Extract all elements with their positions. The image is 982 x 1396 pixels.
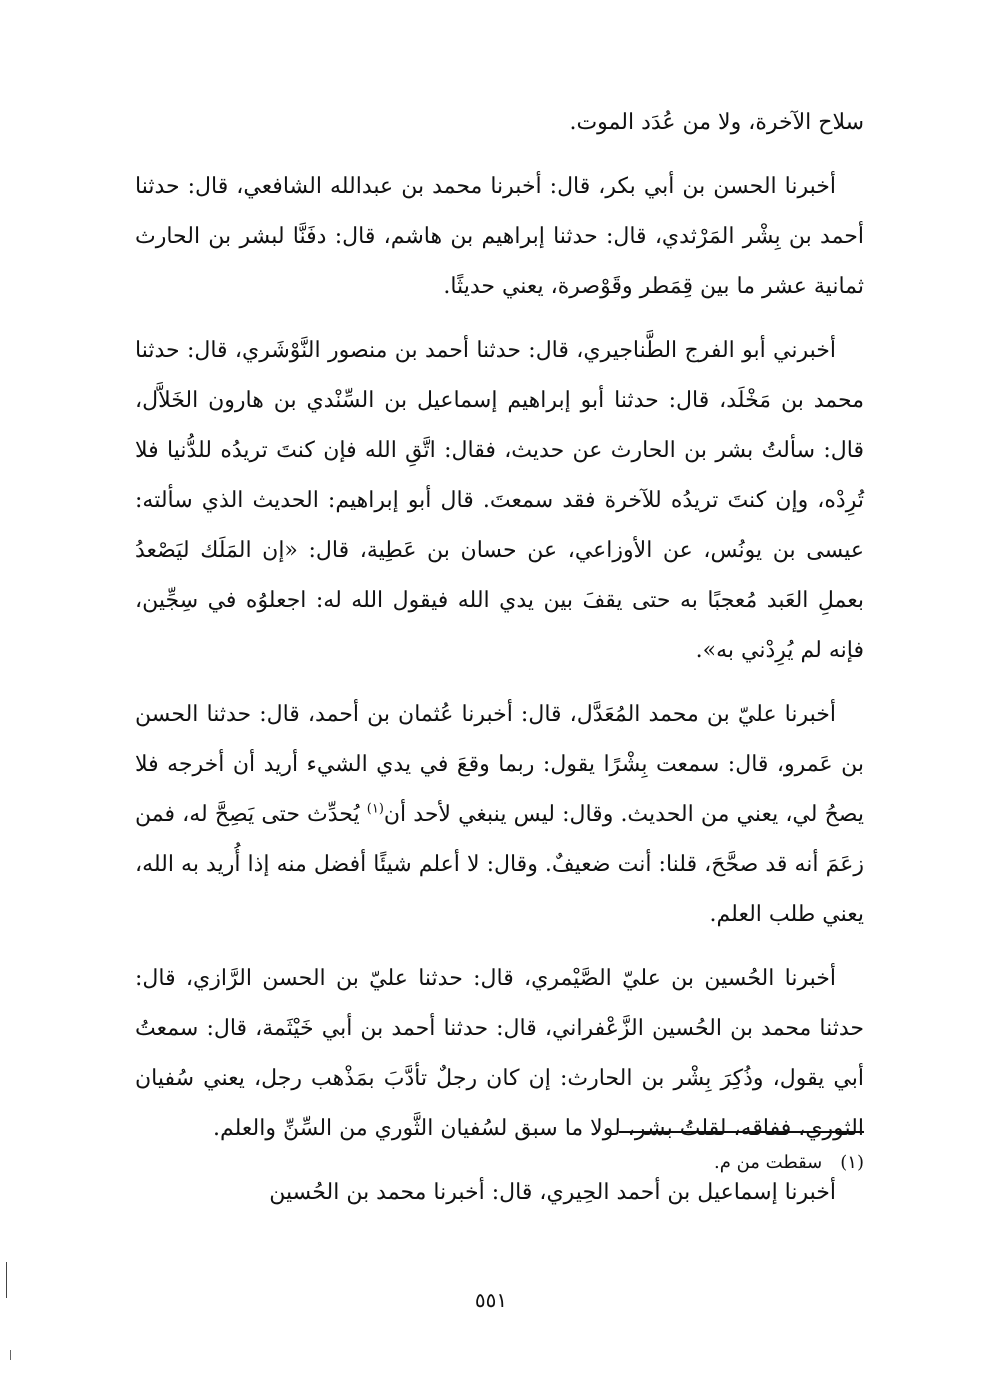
footnote-number: (١) xyxy=(840,1152,864,1173)
paragraph-3-part-a: أخبرنا عليّ بن محمد المُعَدَّل، قال: أخبرنا عُثمان بن أحمد، قال: حدثنا الحسن بن عَمرو، قال: سمعت بِشْرًا يقول: ربما وقعَ في يدي الشيء أريد أن أخرجه فلا يصحُ لي، يعني من الحديث. وقال: ليس ينبغي لأحد أن xyxy=(135,702,864,827)
scan-edge-mark xyxy=(10,1350,11,1360)
paragraph-5: أخبرنا إسماعيل بن أحمد الحِيري، قال: أخبرنا محمد بن الحُسين xyxy=(269,1180,836,1205)
footnote-text: سقطت من م. xyxy=(713,1152,823,1173)
paragraph-4: أخبرنا الحُسين بن عليّ الصَّيْمري، قال: حدثنا عليّ بن الحسن الرَّازي، قال: حدثنا محمد بن الحُسين الزَّعْفراني، قال: حدثنا أحمد بن أبي خَيْثَمة، قال: سمعتُ أبي يقول، وذُكِرَ بِشْر بن الحارث: إن كان رجلٌ تأدَّبَ بمَذْهب رجل، يعني سُفيان الثوري، ففاقه، لقلتُ بشر، لولا ما سبق لسُفيان الثَّوري من السِّنِّ والعلم. xyxy=(135,966,864,1141)
paragraph-2: أخبرني أبو الفرج الطَّناجيري، قال: حدثنا أحمد بن منصور النَّوْشَري، قال: حدثنا محمد بن مَخْلَد، قال: حدثنا أبو إبراهيم إسماعيل بن السِّنْدي بن هارون الخَلاَّل، قال: سألتُ بشر بن الحارث عن حديث، فقال: اتَّقِ الله فإن كنتَ تريدُه للدُّنيا فلا تُرِدْه، وإن كنتَ تريدُه للآخرة فقد سمعتَ. قال أبو إبراهيم: الحديث الذي سألته: عيسى بن يونُس، عن الأوزاعي، عن حسان بن عَطِية، قال: «إن المَلَك ليَصْعدُ بعملِ العَبد مُعجبًا به حتى يقفَ بين يدي الله فيقول الله له: اجعلوُه في سِجِّين، فإنه لم يُرِدْني به». xyxy=(135,338,864,663)
page-number: ٥٥١ xyxy=(474,1288,508,1312)
paragraph-3 xyxy=(135,690,864,940)
scan-edge-mark xyxy=(6,1262,7,1298)
paragraph-0: سلاح الآخرة، ولا من عُدَد الموت. xyxy=(569,110,864,135)
footnote-reference: (١) xyxy=(366,801,384,817)
main-text xyxy=(135,98,864,1232)
footnote xyxy=(464,1148,864,1178)
paragraph-1: أخبرنا الحسن بن أبي بكر، قال: أخبرنا محمد بن عبدالله الشافعي، قال: حدثنا أحمد بن بِشْر المَرْثدي، قال: حدثنا إبراهيم بن هاشم، قال: دفَنَّا لبشر بن الحارث ثمانية عشر ما بين قِمَطر وقَوْصرة، يعني حديثًا. xyxy=(135,174,864,299)
footnote-rule xyxy=(619,1131,864,1133)
paragraph-3-part-b: يُحدِّث حتى يَصِحَّ له، فمن زعَمَ أنه قد صحَّحَ، قلنا: أنت ضعيفٌ. وقال: لا أعلم شيئًا أفضل منه إذا أُريد به الله، يعني طلب العلم. xyxy=(135,802,864,927)
